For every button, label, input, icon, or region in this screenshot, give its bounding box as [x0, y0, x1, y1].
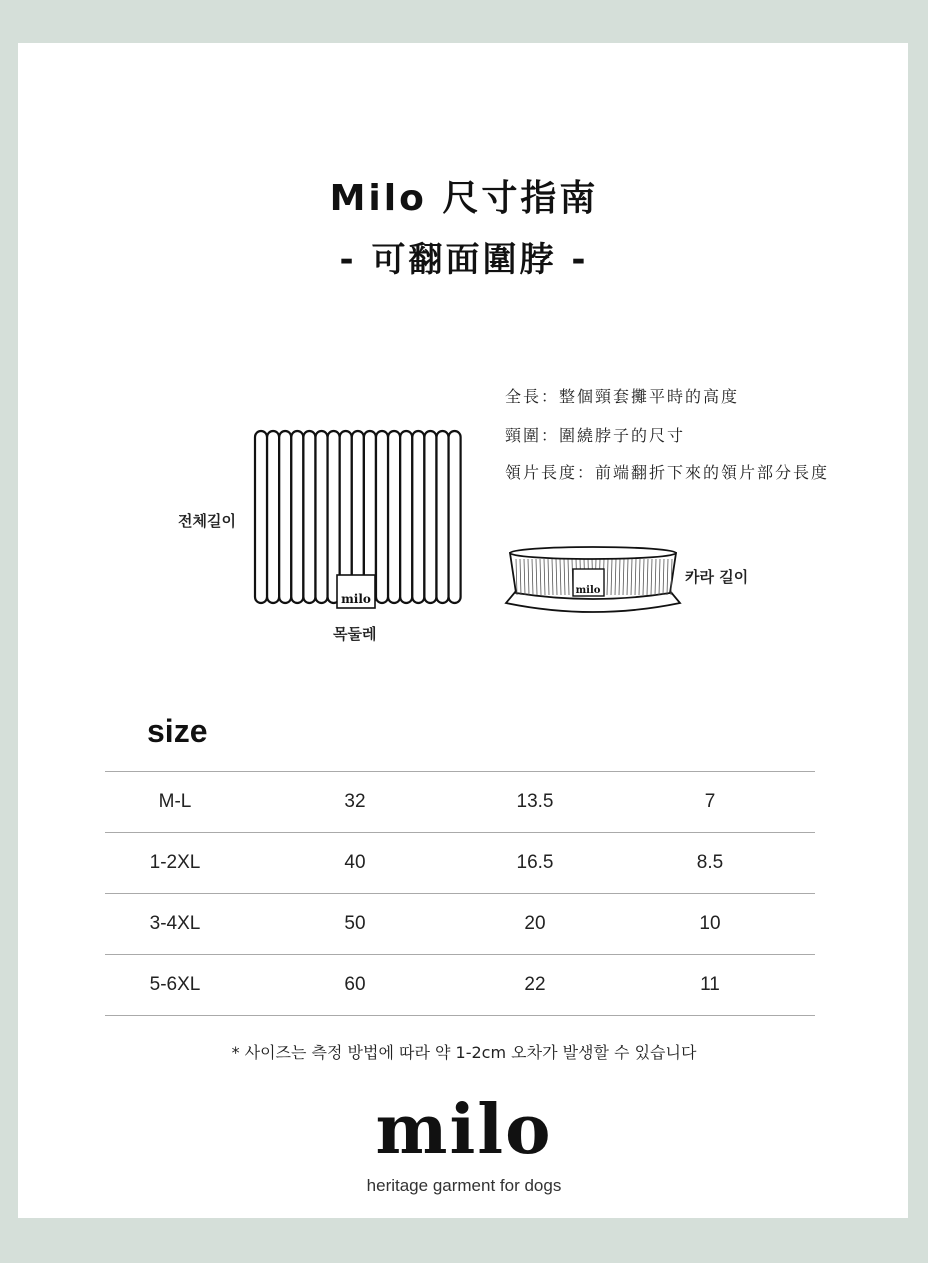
measurement-cell: 7 [605, 772, 815, 833]
table-row [105, 955, 815, 1016]
size-label-cell: 1-2XL [105, 833, 245, 894]
milo-tag-small-text: milo [575, 585, 601, 596]
rib-stripe [412, 431, 424, 603]
size-heading: size [147, 713, 208, 749]
flat-length-label: 전체길이 [178, 512, 236, 530]
rib-stripe [291, 431, 303, 603]
table-row [105, 772, 815, 833]
page-subtitle: - 可翻面圍脖 - [339, 240, 589, 280]
measurement-cell: 40 [245, 833, 465, 894]
measurement-cell: 32 [245, 772, 465, 833]
measurement-cell: 11 [605, 955, 815, 1016]
neck-circumference-label: 목둘레 [333, 625, 377, 643]
brand-logo: milo [375, 1090, 553, 1170]
measurement-cell: 10 [605, 894, 815, 955]
flat-snood-diagram [250, 425, 470, 615]
measurement-cell: 20 [465, 894, 605, 955]
page-title: Milo 尺寸指南 [329, 178, 599, 219]
legend-collar-length: 領片長度：前端翻折下來的領片部分長度 [505, 463, 830, 482]
size-label-cell: M-L [105, 772, 245, 833]
rib-stripe [424, 431, 436, 603]
rib-stripe [279, 431, 291, 603]
measurement-cell: 60 [245, 955, 465, 1016]
rib-stripe [316, 431, 328, 603]
measurement-cell: 8.5 [605, 833, 815, 894]
table-row [105, 894, 815, 955]
legend-neck-circumference: 頸圍：圍繞脖子的尺寸 [505, 426, 686, 445]
size-table [105, 771, 815, 1016]
rib-stripe [267, 431, 279, 603]
milo-tag-text: milo [341, 592, 371, 606]
collar-length-label: 카라 길이 [685, 568, 749, 586]
size-label-cell: 5-6XL [105, 955, 245, 1016]
rib-stripe [388, 431, 400, 603]
rib-stripe [449, 431, 461, 603]
rib-stripe [303, 431, 315, 603]
measurement-cell: 22 [465, 955, 605, 1016]
rib-stripe [255, 431, 267, 603]
measurement-cell: 13.5 [465, 772, 605, 833]
legend-total-length: 全長：整個頸套攤平時的高度 [505, 387, 740, 406]
folded-snood-diagram [498, 543, 688, 623]
size-label-cell: 3-4XL [105, 894, 245, 955]
measurement-cell: 16.5 [465, 833, 605, 894]
brand-tagline: heritage garment for dogs [366, 1176, 562, 1195]
rib-stripe [400, 431, 412, 603]
rib-stripe [437, 431, 449, 603]
rib-stripe [376, 431, 388, 603]
table-row [105, 833, 815, 894]
measurement-note: * 사이즈는 측정 방법에 따라 약 1-2cm 오차가 발생할 수 있습니다 [231, 1043, 697, 1062]
measurement-cell: 50 [245, 894, 465, 955]
